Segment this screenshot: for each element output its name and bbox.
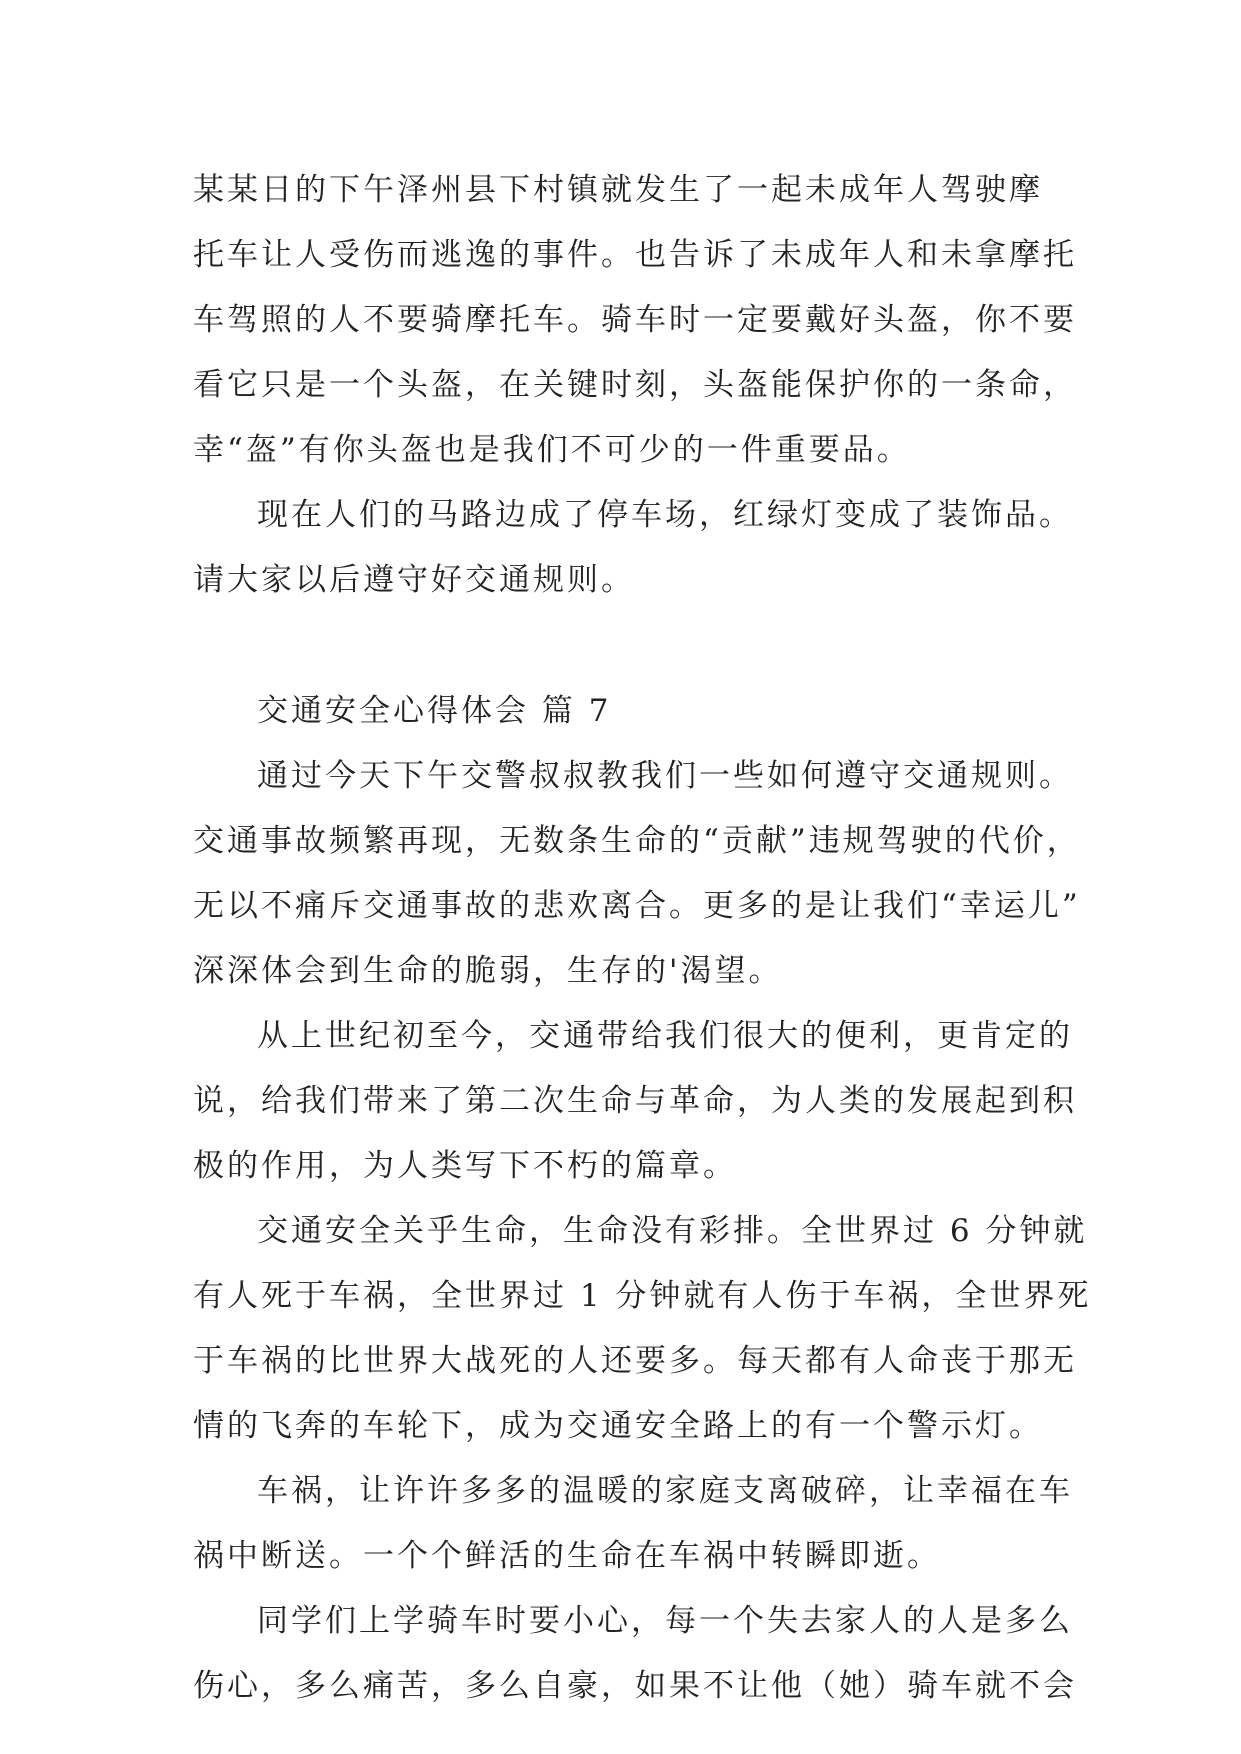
text-line: 交通事故频繁再现，无数条生命的“贡献”违规驾驶的代价， (193, 823, 1081, 859)
section-heading: 交通安全心得体会 篇 7 (257, 693, 612, 729)
text-line: 幸“盔”有你头盔也是我们不可少的一件重要品。 (193, 432, 911, 468)
text-line: 伤心，多么痛苦，多么自豪，如果不让他（她）骑车就不会 (193, 1668, 1077, 1704)
text-line: 某某日的下午泽州县下村镇就发生了一起未成年人驾驶摩 (193, 172, 1043, 208)
text-line: 车祸，让许许多多的温暖的家庭支离破碎，让幸福在车 (257, 1473, 1073, 1509)
paragraph-7 (193, 1589, 1077, 1719)
text-line: 极的作用，为人类写下不朽的篇章。 (193, 1148, 737, 1184)
text-line: 从上世纪初至今，交通带给我们很大的便利，更肯定的 (257, 1018, 1073, 1054)
text-line: 托车让人受伤而逃逸的事件。也告诉了未成年人和未拿摩托 (193, 237, 1077, 273)
text-line: 通过今天下午交警叔叔教我们一些如何遵守交通规则。 (257, 758, 1073, 794)
text-line: 车驾照的人不要骑摩托车。骑车时一定要戴好头盔，你不要 (193, 302, 1077, 338)
text-line: 看它只是一个头盔，在关键时刻，头盔能保护你的一条命， (193, 367, 1077, 403)
text-line: 同学们上学骑车时要小心，每一个失去家人的人是多么 (257, 1603, 1073, 1639)
paragraph-5 (193, 1199, 1092, 1459)
text-line: 现在人们的马路边成了停车场，红绿灯变成了装饰品。 (257, 497, 1073, 533)
text-line: 无以不痛斥交通事故的悲欢离合。更多的是让我们“幸运儿” (193, 888, 1081, 924)
paragraph-intro (193, 158, 1077, 483)
document-body (193, 158, 1092, 1719)
text-line: 情的飞奔的车轮下，成为交通安全路上的有一个警示灯。 (193, 1408, 1043, 1444)
text-line: 深深体会到生命的脆弱，生存的'渴望。 (193, 953, 783, 989)
text-line: 说，给我们带来了第二次生命与革命，为人类的发展起到积 (193, 1083, 1077, 1119)
text-line: 交通安全关乎生命，生命没有彩排。全世界过 6 分钟就 (257, 1213, 1088, 1249)
text-line: 请大家以后遵守好交通规则。 (193, 562, 635, 598)
paragraph-4 (193, 1004, 1077, 1199)
paragraph-6 (193, 1459, 1073, 1589)
paragraph-3 (193, 744, 1081, 1004)
text-line: 有人死于车祸，全世界过 1 分钟就有人伤于车祸，全世界死 (193, 1278, 1092, 1314)
text-line: 于车祸的比世界大战死的人还要多。每天都有人命丧于那无 (193, 1343, 1077, 1379)
text-line: 祸中断送。一个个鲜活的生命在车祸中转瞬即逝。 (193, 1538, 941, 1574)
paragraph-2 (193, 483, 1073, 613)
